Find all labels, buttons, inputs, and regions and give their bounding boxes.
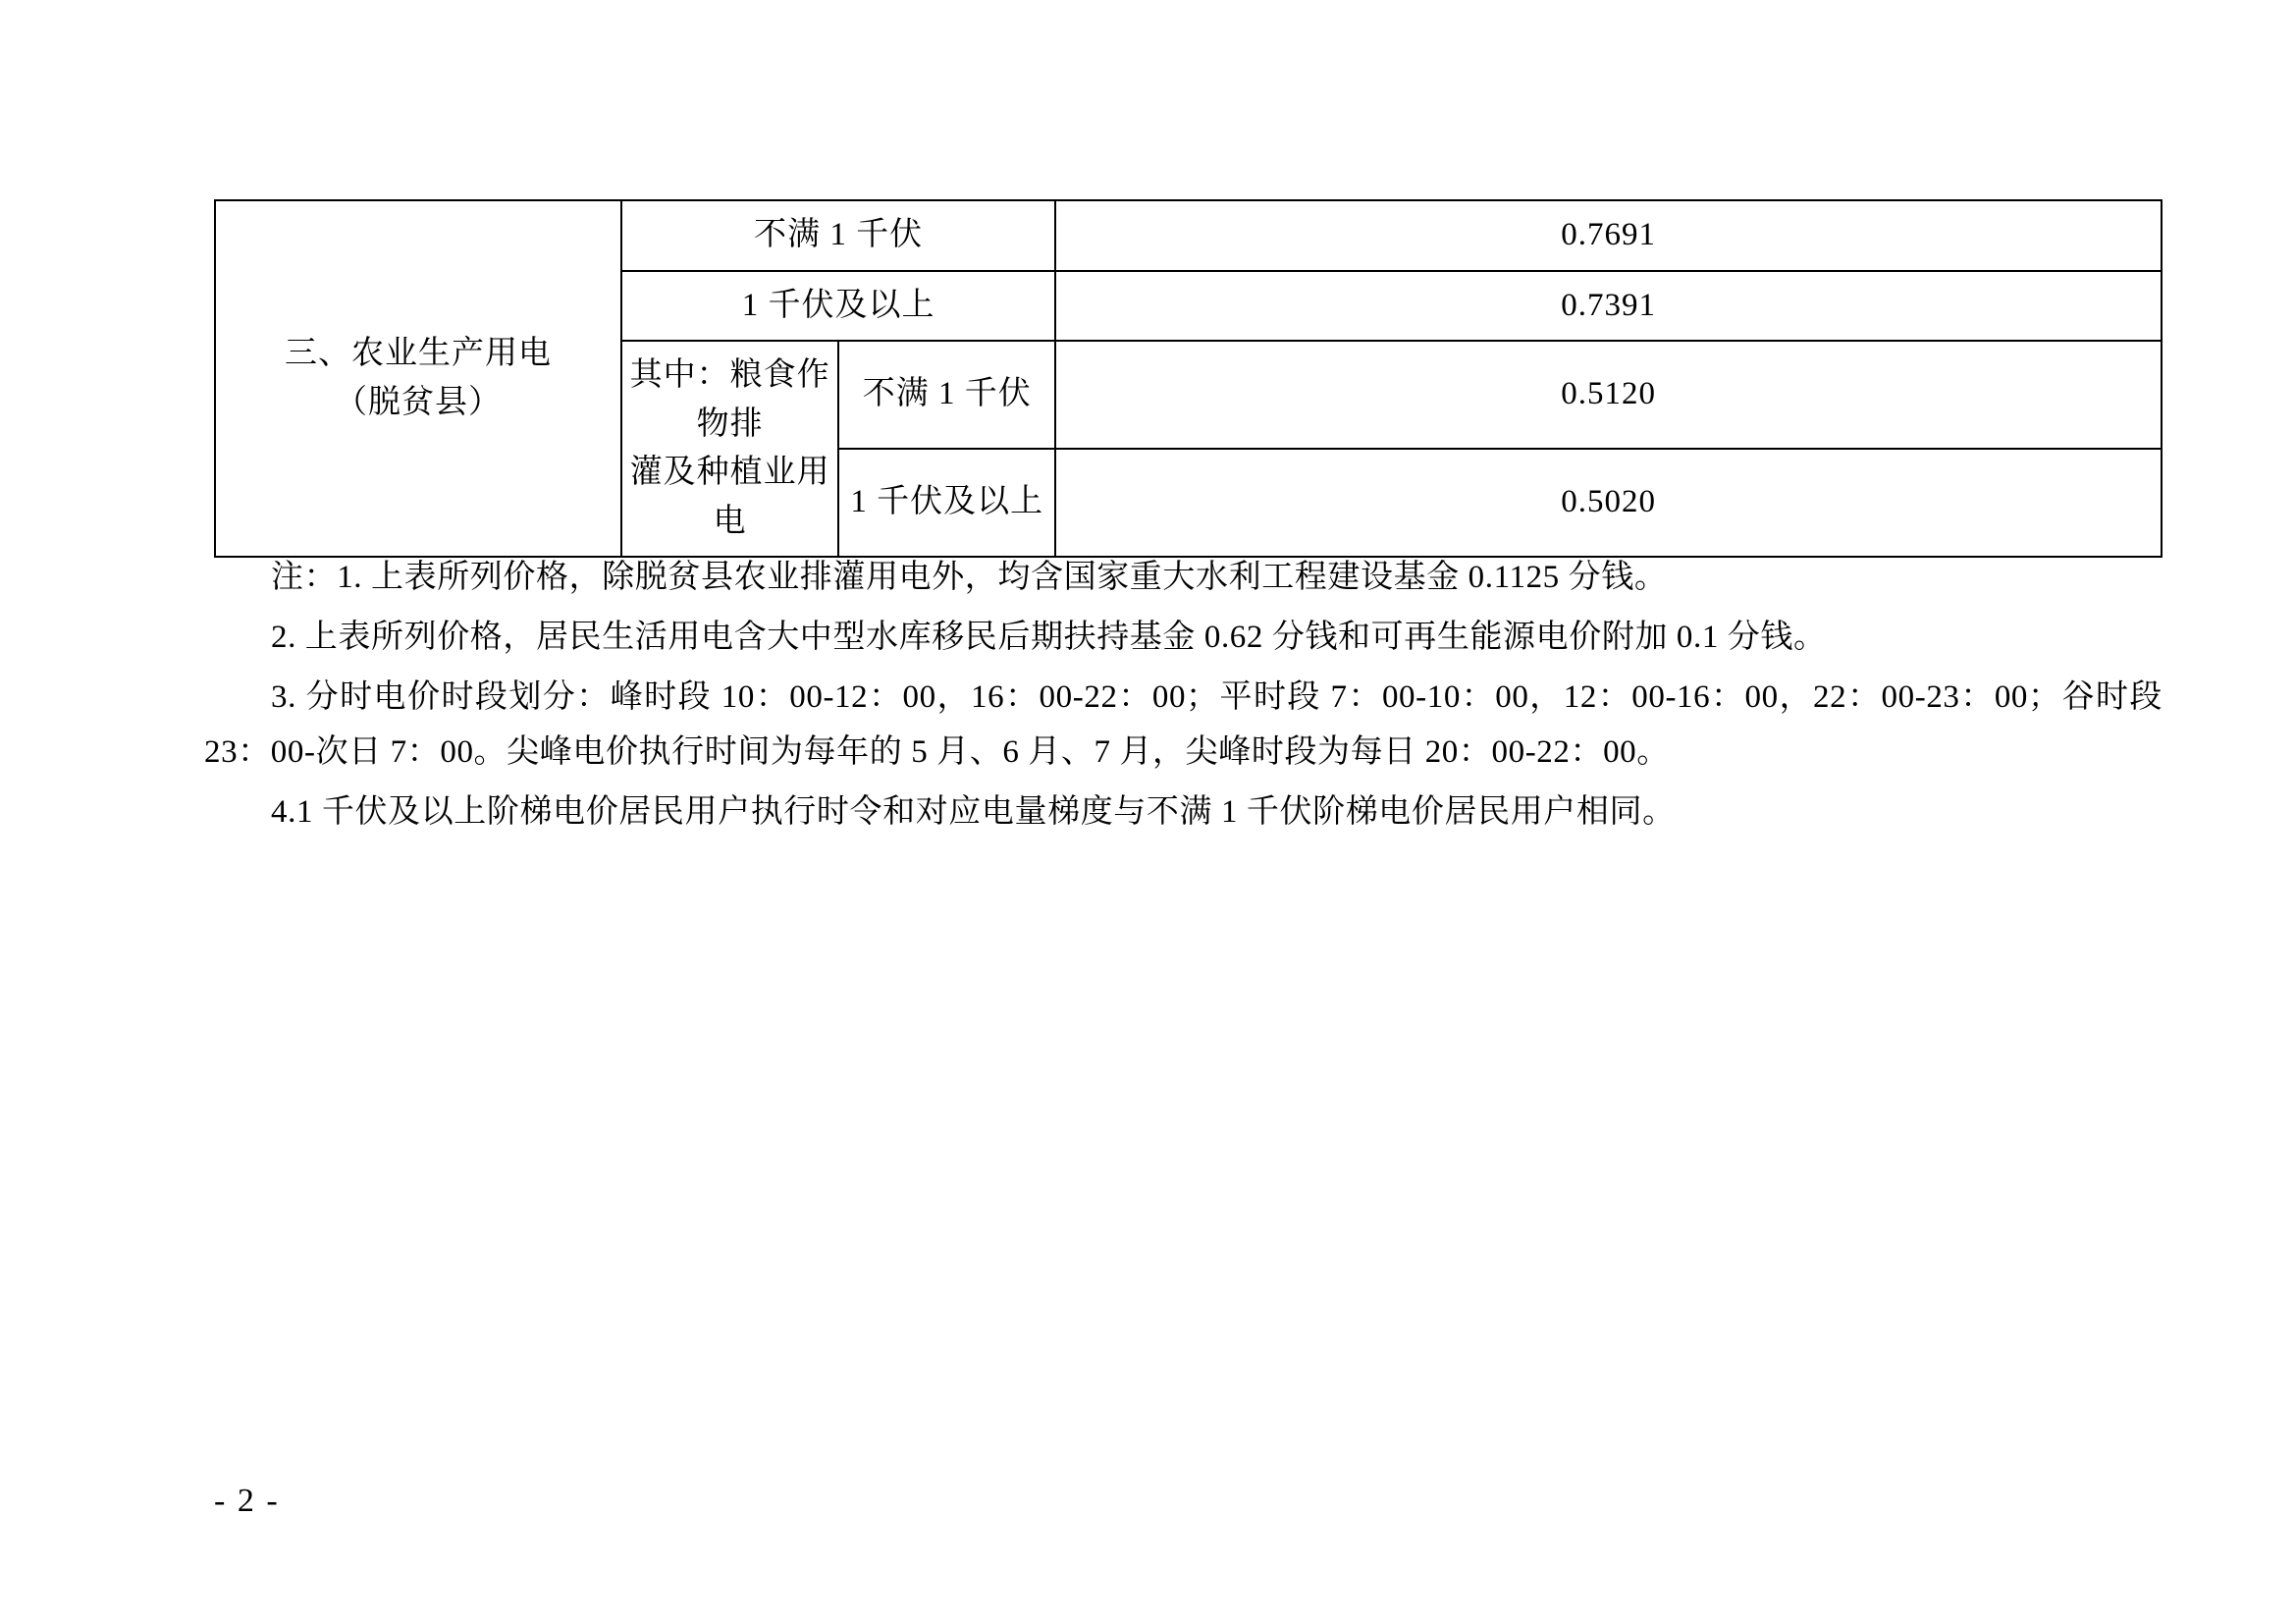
- voltage-label-cell: 不满 1 千伏: [621, 200, 1055, 271]
- note-text: 4.1 千伏及以上阶梯电价居民用户执行时令和对应电量梯度与不满 1 千伏阶梯电价居民用户相同。: [271, 794, 1676, 830]
- price-value-cell: 0.7391: [1055, 271, 2162, 342]
- category-line-2: （脱贫县）: [335, 384, 503, 420]
- notes-block: [204, 550, 2163, 844]
- voltage-label-cell: 1 千伏及以上: [838, 449, 1055, 557]
- price-value-cell: 0.5120: [1055, 341, 2162, 449]
- category-line-1: 三、农业生产用电: [285, 336, 553, 371]
- table-row: [215, 200, 2162, 271]
- category-cell: [215, 200, 621, 557]
- price-value-cell: 0.5020: [1055, 449, 2162, 557]
- note-text: 注：1. 上表所列价格，除脱贫县农业排灌用电外，均含国家重大水利工程建设基金 0.1125 分钱。: [271, 560, 1668, 595]
- note-item: [204, 550, 2163, 606]
- page-number: - 2 -: [214, 1483, 280, 1519]
- note-text: 3. 分时电价时段划分：峰时段 10：00-12：00，16：00-22：00；平时段 7：00-10：00，12：00-16：00，22：00-23：00；谷时段 23：00-次日 7：00。尖峰电价执行时间为每年的 5 月、6 月、7 月，尖峰时段为每日 20：00-22：00。: [204, 678, 2163, 771]
- note-item: [204, 610, 2163, 666]
- note-text: 2. 上表所列价格，居民生活用电含大中型水库移民后期扶持基金 0.62 分钱和可再生能源电价附加 0.1 分钱。: [271, 619, 1827, 655]
- note-item: [204, 785, 2163, 840]
- sub-category-line-2: 灌及种植业用电: [629, 455, 830, 539]
- price-value-cell: 0.7691: [1055, 200, 2162, 271]
- note-item: [204, 670, 2163, 782]
- voltage-label-cell: 1 千伏及以上: [621, 271, 1055, 342]
- sub-category-line-1: 其中：粮食作物排: [629, 357, 830, 442]
- voltage-label-cell: 不满 1 千伏: [838, 341, 1055, 449]
- sub-category-cell: [621, 341, 838, 557]
- electricity-price-table: [214, 199, 2163, 558]
